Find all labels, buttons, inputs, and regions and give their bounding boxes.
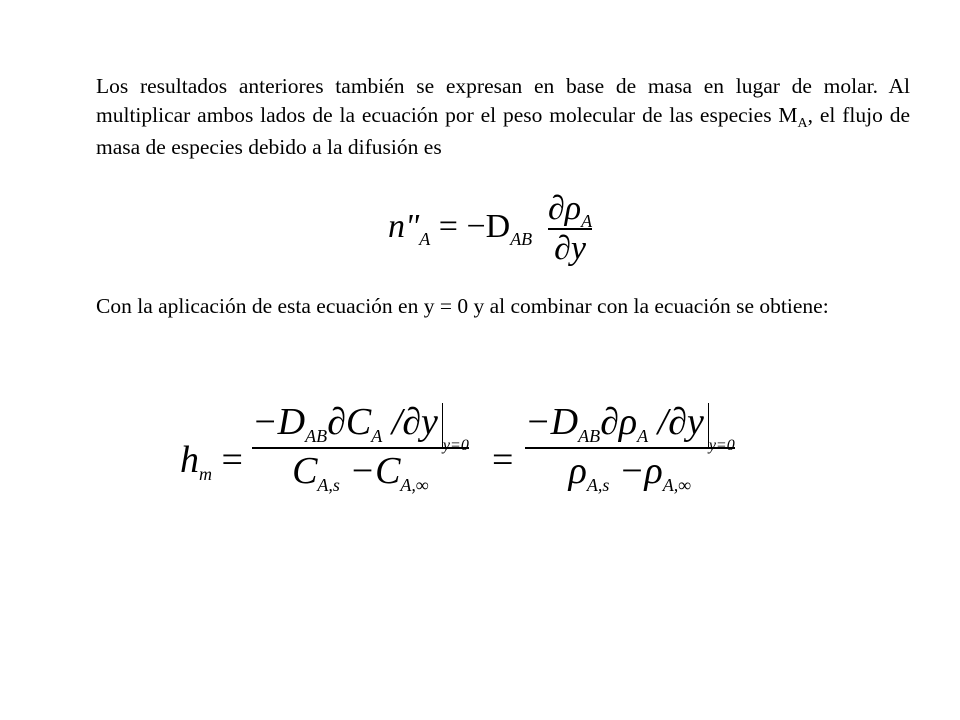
equation2-fraction-density: $-D_{AB}\partial\rho_A$ $/\partial y_{y=0}$ $\rho_{A,s} -\rho_{A,\infty}$ (525, 401, 735, 495)
intro-text: Los resultados anteriores también se expresan en base de masa en lugar de molar. Al multiplicar ambos lados de la ecuación por el peso molecular de las especies M (96, 74, 910, 127)
equation1-fraction: $\partial\rho_A$ ∂y (548, 190, 593, 267)
equation2-lhs: $h_m$ = (180, 439, 243, 484)
result-paragraph: Con la aplicación de esta ecuación en y = 0 y al combinar con la ecuación se obtiene: (96, 294, 829, 318)
mass-transfer-coefficient-equation (180, 400, 780, 520)
intro-paragraph (96, 72, 910, 162)
equation1-lhs: $n"_A = -D_{AB}$ (388, 208, 533, 249)
intro-subscript: A (797, 116, 808, 131)
equation2-equals: = (492, 439, 514, 481)
intro-text-end: , el flujo de masa de especies debido a la difusión es (96, 103, 910, 159)
mass-flux-equation (388, 190, 628, 270)
equation2-fraction-concentration: $-D_{AB}\partial C_A$ $/\partial y_{y=0}$ $C_{A,s} -C_{A,\infty}$ (252, 401, 469, 495)
